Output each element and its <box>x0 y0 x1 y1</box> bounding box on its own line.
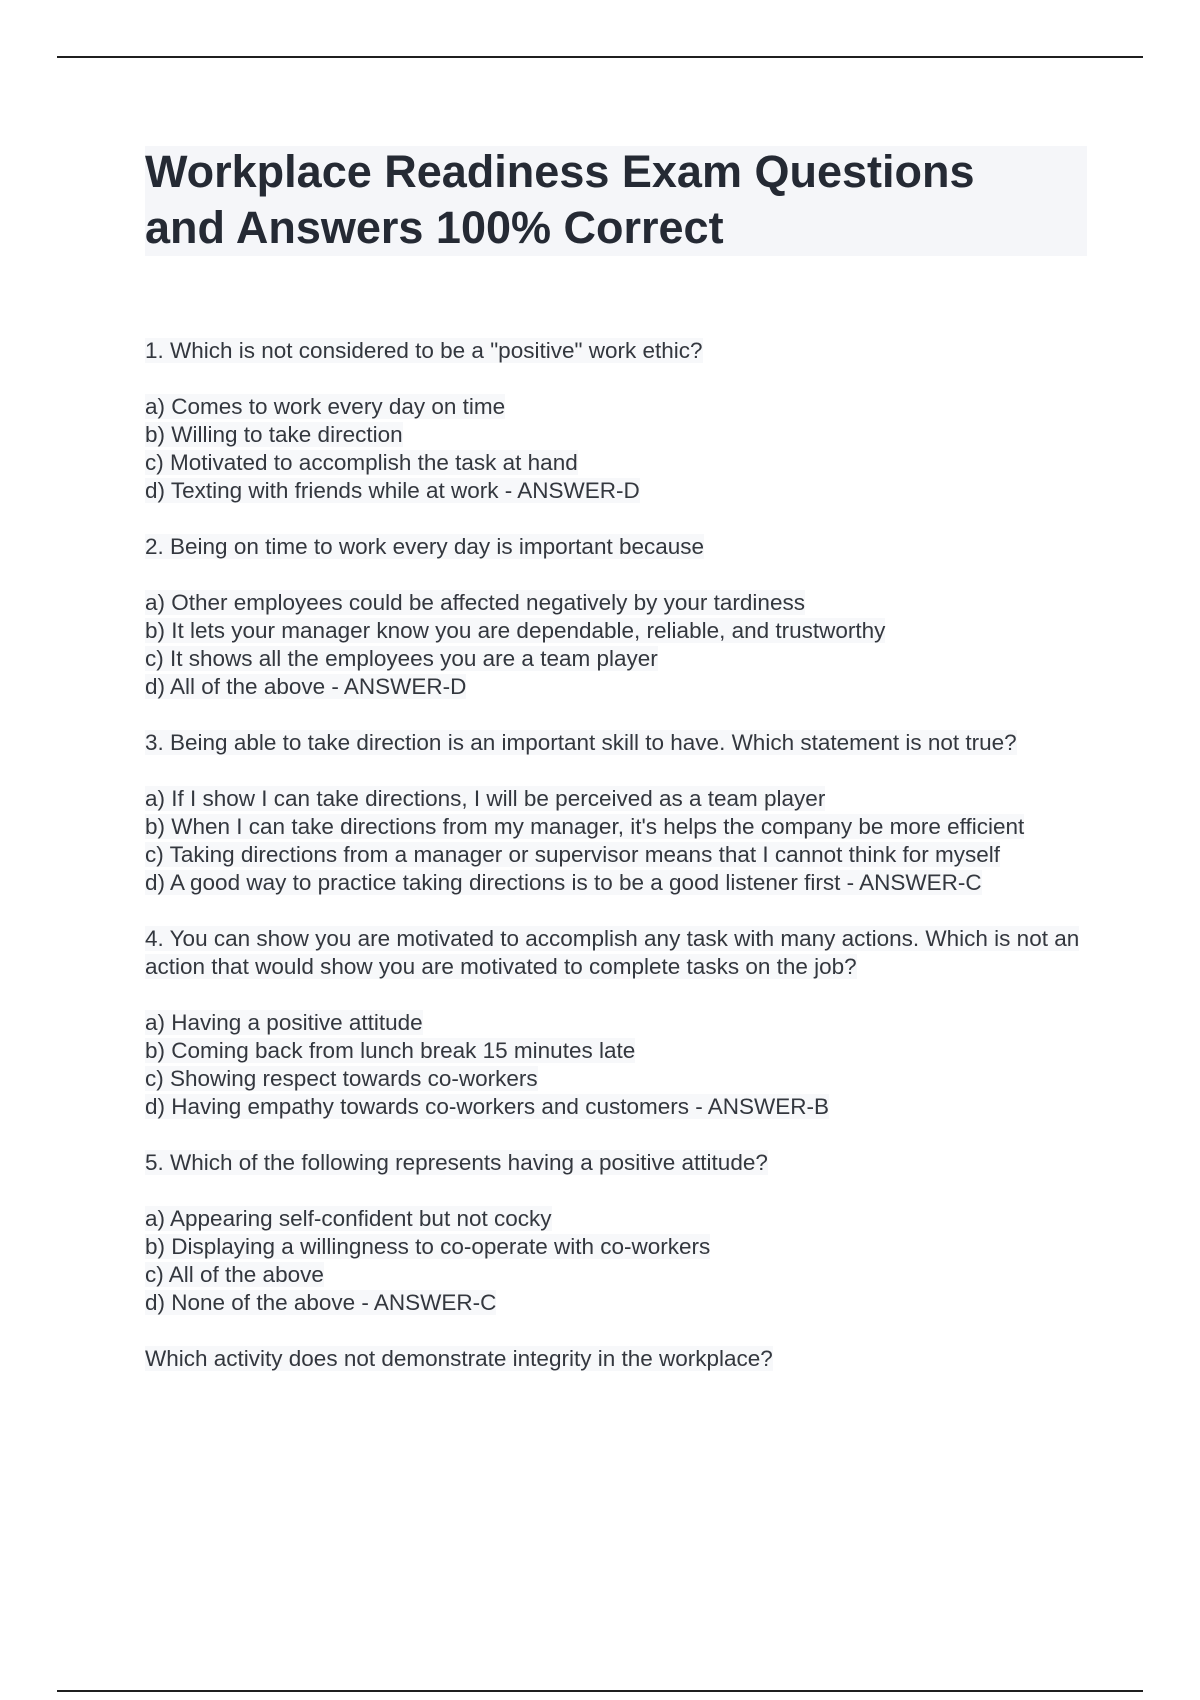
option-d: d) Texting with friends while at work - ANSWER-D <box>145 478 640 503</box>
option-d: d) A good way to practice taking directions is to be a good listener first - ANSWER-C <box>145 870 982 895</box>
option-c: c) Taking directions from a manager or supervisor means that I cannot think for myself <box>145 842 1000 867</box>
option-c: c) Motivated to accomplish the task at hand <box>145 450 578 475</box>
answer-options <box>145 1009 1105 1121</box>
option-b: b) Willing to take direction <box>145 422 403 447</box>
option-d: d) Having empathy towards co-workers and customers - ANSWER-B <box>145 1094 829 1119</box>
question-1 <box>145 337 1105 505</box>
option-d: d) All of the above - ANSWER-D <box>145 674 467 699</box>
question-text: 4. You can show you are motivated to accomplish any task with many actions. Which is not an action that would show you are motivated to complete tasks on the job? <box>145 926 1080 979</box>
question-5 <box>145 1149 1105 1317</box>
question-text: 3. Being able to take direction is an important skill to have. Which statement is not true? <box>145 730 1017 755</box>
option-c: c) All of the above <box>145 1262 324 1287</box>
option-a: a) Having a positive attitude <box>145 1010 423 1035</box>
option-b: b) Coming back from lunch break 15 minutes late <box>145 1038 636 1063</box>
top-divider <box>57 56 1143 58</box>
question-4 <box>145 925 1105 1121</box>
question-text: 5. Which of the following represents having a positive attitude? <box>145 1150 768 1175</box>
questions-container <box>145 337 1105 1401</box>
question-6 <box>145 1345 1105 1373</box>
option-b: b) Displaying a willingness to co-operate with co-workers <box>145 1234 711 1259</box>
option-c: c) Showing respect towards co-workers <box>145 1066 538 1091</box>
option-a: a) If I show I can take directions, I will be perceived as a team player <box>145 786 826 811</box>
bottom-divider <box>57 1690 1143 1692</box>
answer-options <box>145 589 1105 701</box>
question-3 <box>145 729 1105 897</box>
question-2 <box>145 533 1105 701</box>
option-a: a) Comes to work every day on time <box>145 394 506 419</box>
option-d: d) None of the above - ANSWER-C <box>145 1290 497 1315</box>
answer-options <box>145 393 1105 505</box>
option-c: c) It shows all the employees you are a team player <box>145 646 658 671</box>
question-text: 2. Being on time to work every day is important because <box>145 534 705 559</box>
option-b: b) When I can take directions from my manager, it's helps the company be more efficient <box>145 814 1025 839</box>
document-title: Workplace Readiness Exam Questions and Answers 100% Correct <box>145 146 975 253</box>
question-text: 1. Which is not considered to be a "positive" work ethic? <box>145 338 703 363</box>
answer-options <box>145 785 1105 897</box>
answer-options <box>145 1205 1105 1317</box>
option-a: a) Other employees could be affected negatively by your tardiness <box>145 590 805 615</box>
option-a: a) Appearing self-confident but not cocky <box>145 1206 552 1231</box>
option-b: b) It lets your manager know you are dependable, reliable, and trustworthy <box>145 618 886 643</box>
question-text: Which activity does not demonstrate integrity in the workplace? <box>145 1346 773 1371</box>
